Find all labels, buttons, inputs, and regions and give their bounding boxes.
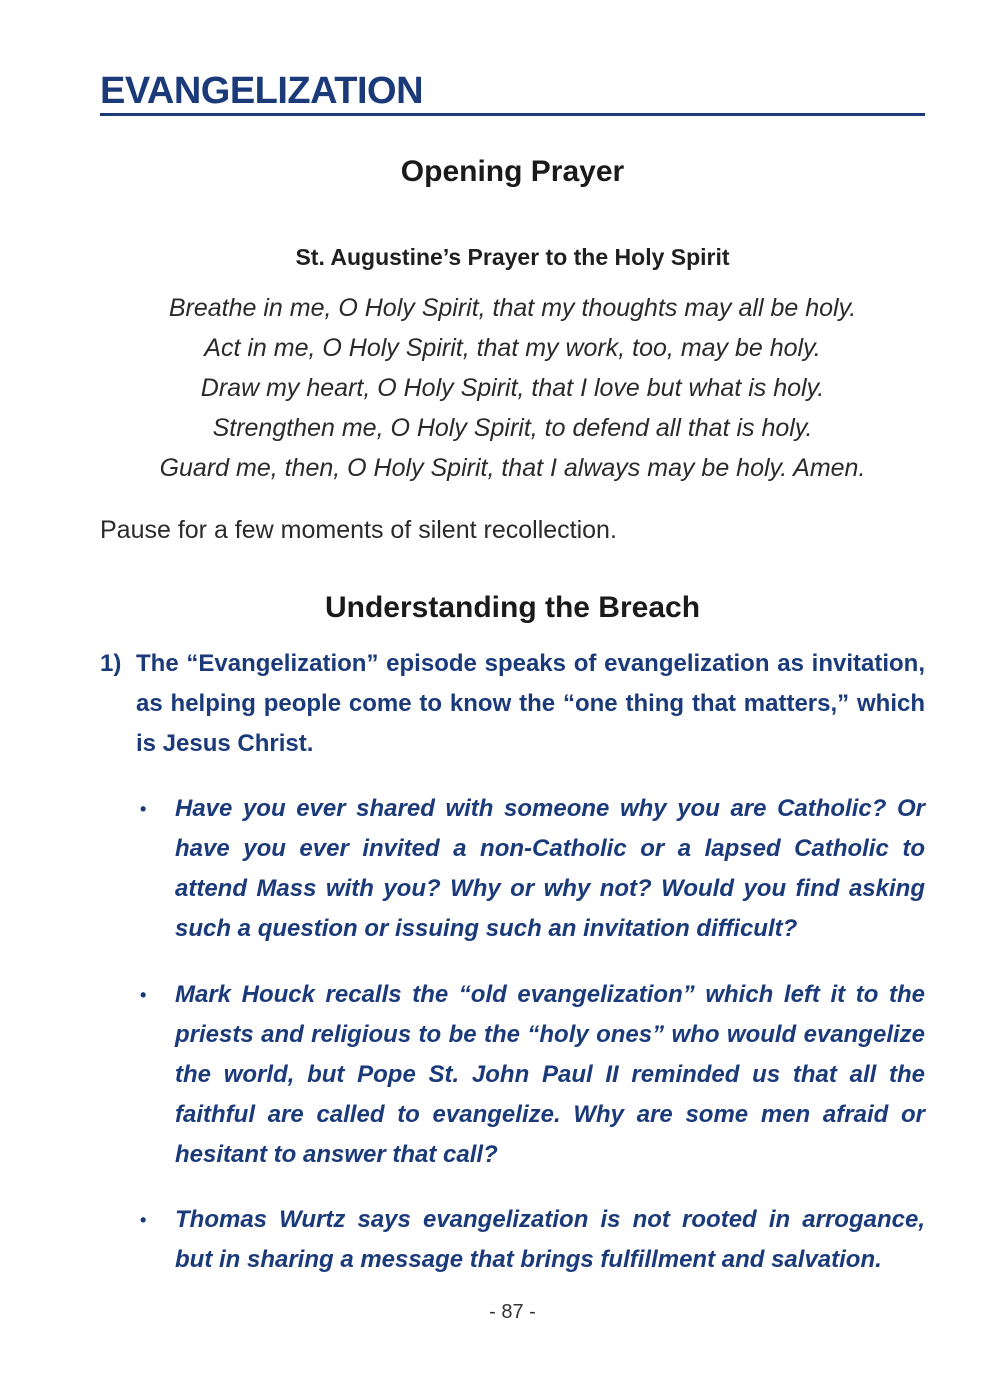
question-number: 1): [100, 650, 122, 677]
chapter-title: EVANGELIZATION: [100, 70, 424, 112]
prayer-line: Strengthen me, O Holy Spirit, to defend all that is holy.: [212, 414, 813, 442]
prayer-text: [100, 288, 925, 488]
bullet-text: Have you ever shared with someone why you are Catholic? Or have you ever invited a non-Catholic or a lapsed Catholic to attend Mass with you? Why or why not? Would you find asking such a question or issuing such an invitation difficult?: [175, 795, 925, 942]
bullet-icon: •: [140, 985, 147, 1005]
question-text: The “Evangelization” episode speaks of evangelization as invitation, as helping people come to know the “one thing that matters,” which is Jesus Christ.: [136, 650, 925, 757]
page-number: - 87 -: [489, 1301, 536, 1323]
opening-prayer-heading: Opening Prayer: [400, 155, 625, 188]
pause-instruction: Pause for a few moments of silent recollection.: [100, 516, 617, 544]
discussion-bullet: [140, 789, 925, 949]
discussion-bullet: [140, 975, 925, 1175]
prayer-line: Draw my heart, O Holy Spirit, that I love but what is holy.: [200, 374, 825, 402]
bullet-icon: •: [140, 1210, 147, 1230]
bullet-text: Mark Houck recalls the “old evangelization” which left it to the priests and religious to be the “holy ones” who would evangelize the world, but Pope St. John Paul II reminded us that all the faithful are called to evangelize. Why are some men afraid or hesitant to answer that call?: [175, 981, 925, 1168]
discussion-bullet: [140, 1200, 925, 1280]
prayer-line: Act in me, O Holy Spirit, that my work, too, may be holy.: [204, 334, 821, 362]
bullet-text: Thomas Wurtz says evangelization is not rooted in arrogance, but in sharing a message that brings fulfillment and salvation.: [175, 1206, 925, 1273]
chapter-title-rule: [100, 113, 925, 116]
prayer-line: Guard me, then, O Holy Spirit, that I always may be holy. Amen.: [159, 454, 866, 482]
understanding-heading: Understanding the Breach: [324, 591, 701, 624]
discussion-question: [100, 644, 925, 764]
prayer-line: Breathe in me, O Holy Spirit, that my thoughts may all be holy.: [168, 294, 857, 322]
prayer-title: St. Augustine’s Prayer to the Holy Spirit: [295, 244, 730, 270]
bullet-icon: •: [140, 799, 147, 819]
